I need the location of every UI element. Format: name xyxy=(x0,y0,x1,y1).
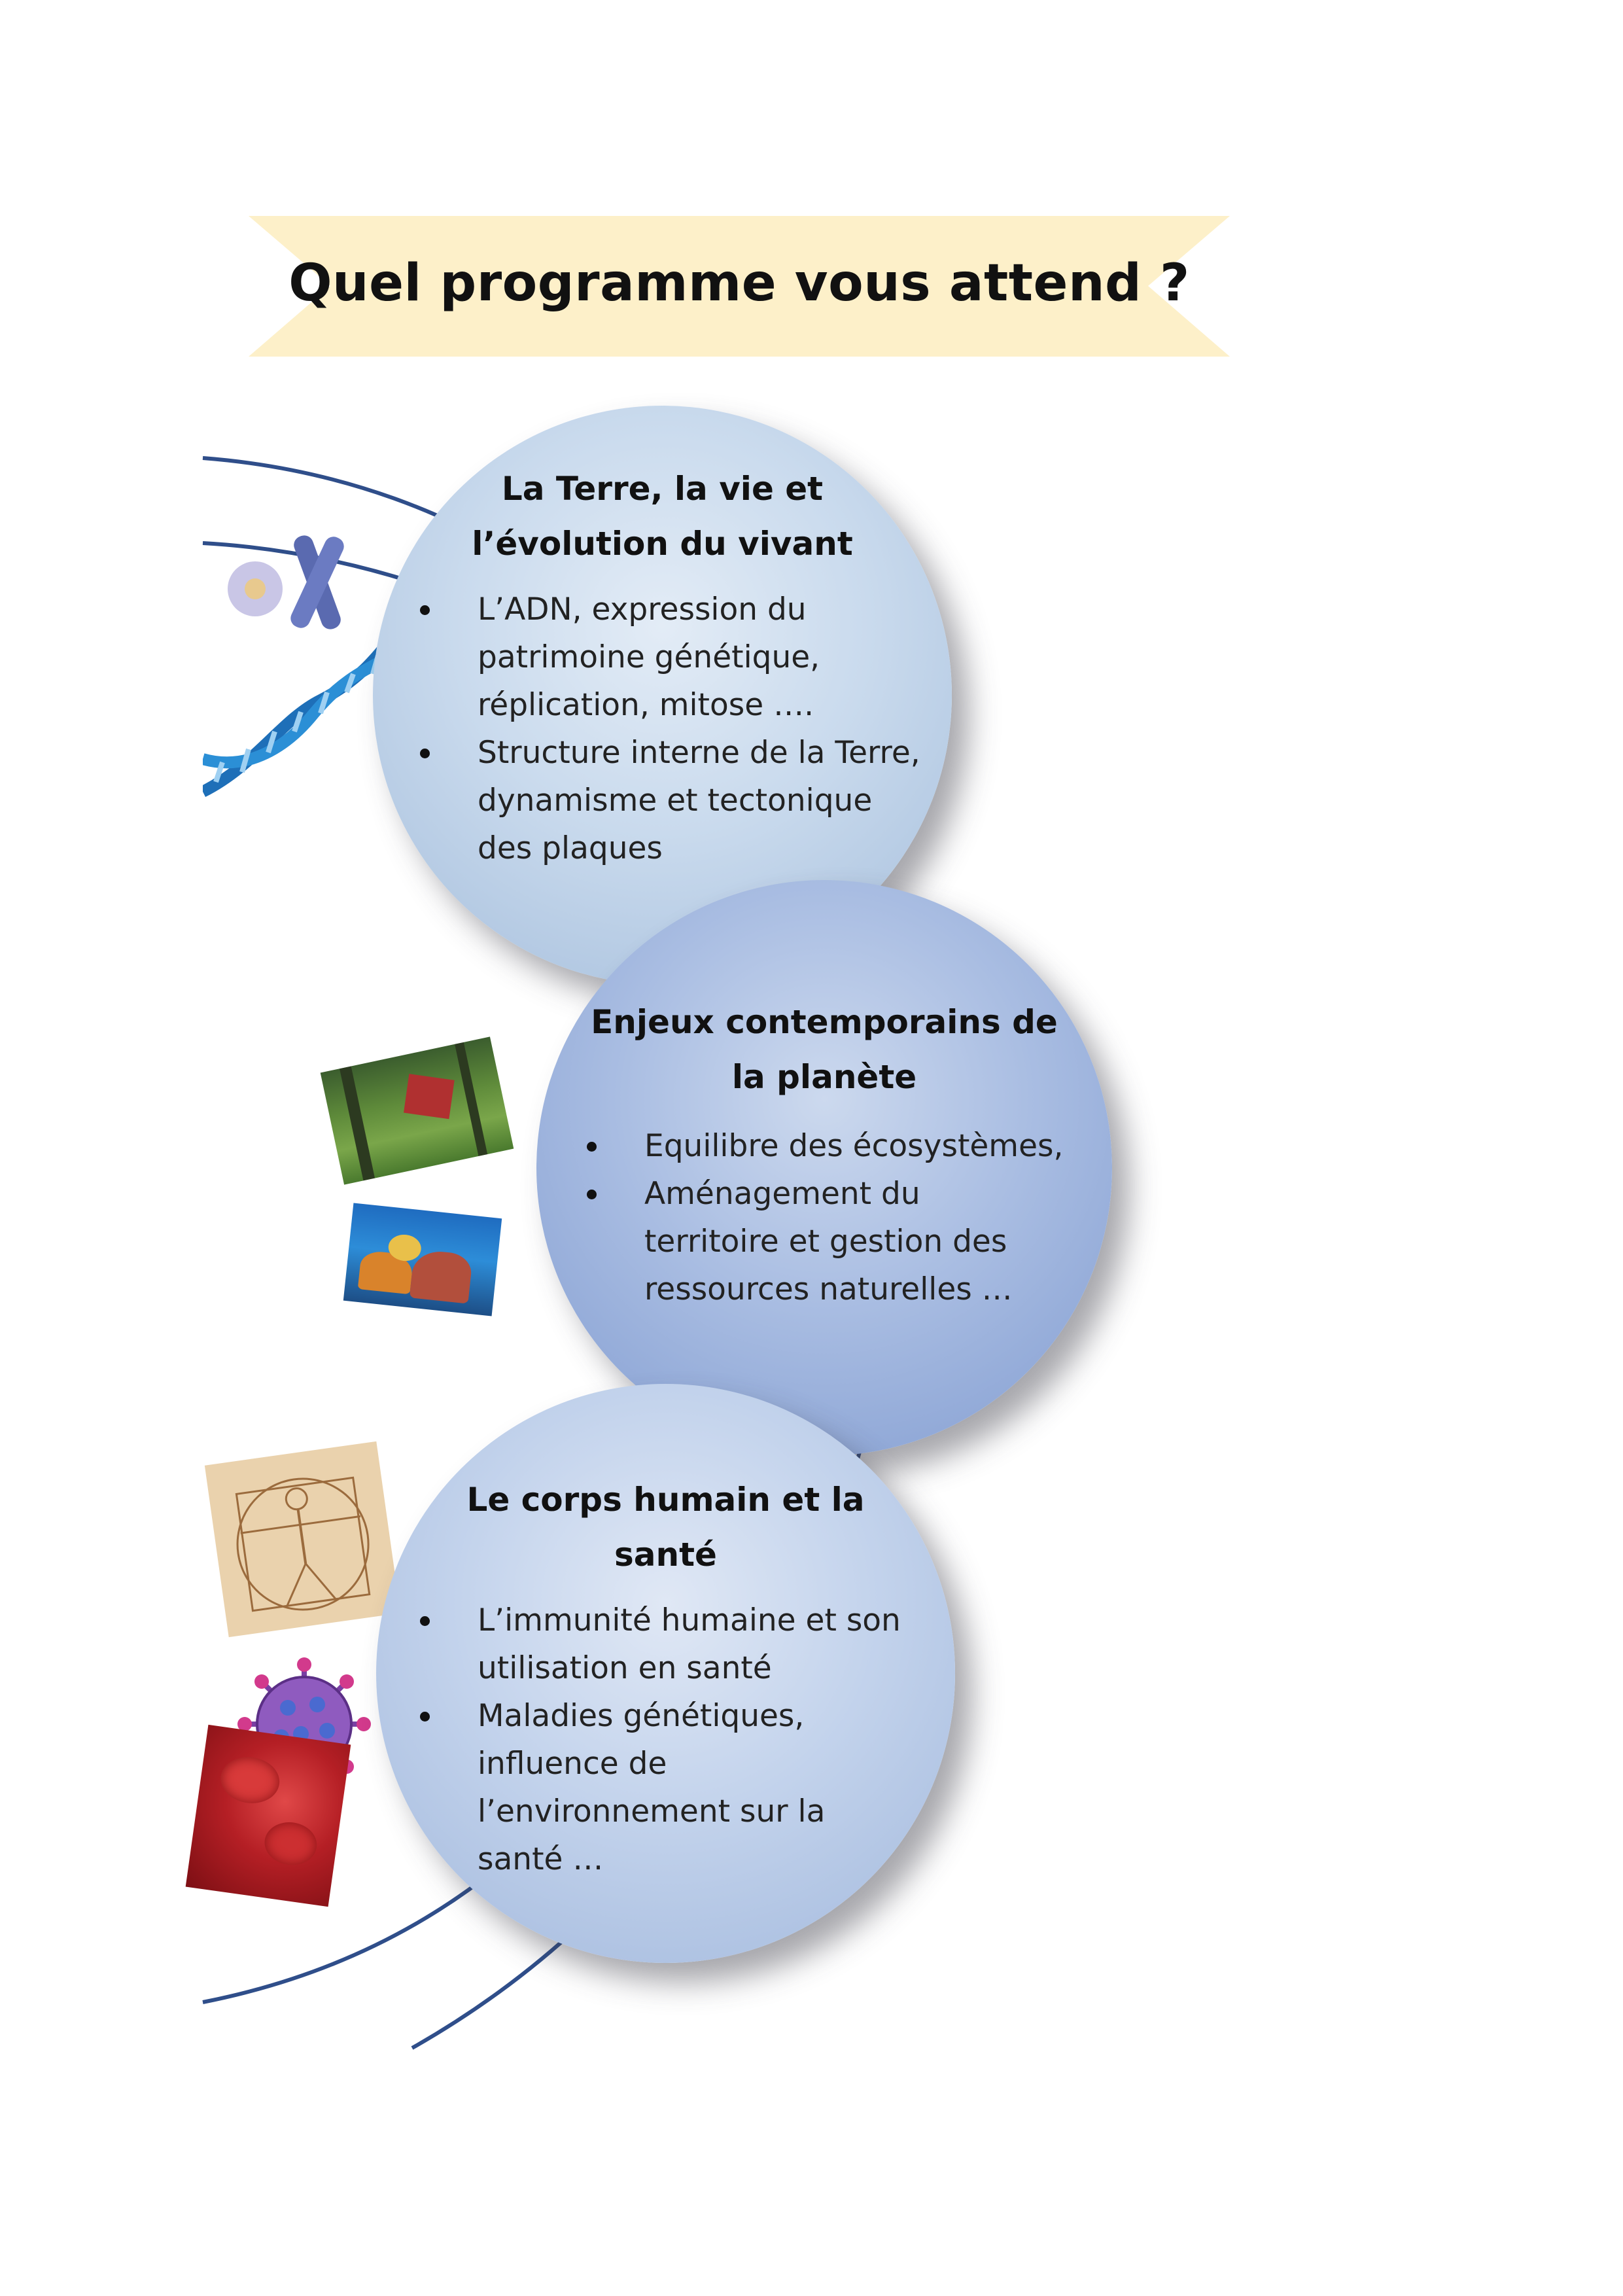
bullet-line: santé … xyxy=(478,1841,604,1877)
vitruvian-man-drawing xyxy=(205,1441,400,1637)
bullet-line: influence de xyxy=(478,1746,667,1782)
bullet-line: Maladies génétiques, xyxy=(478,1698,805,1734)
section-bullet-list xyxy=(419,1597,901,1883)
section-title xyxy=(376,1472,955,1582)
bullet-line: dynamisme et tectonique xyxy=(478,783,873,819)
forest-photo-tree xyxy=(340,1066,375,1180)
bullet-line: ressources naturelles … xyxy=(644,1271,1013,1307)
bullet-line: utilisation en santé xyxy=(478,1650,772,1686)
bullet-line: Structure interne de la Terre, xyxy=(478,735,920,771)
section-bullet-list xyxy=(419,586,920,872)
bullet-item xyxy=(419,729,920,872)
bullet-line: des plaques xyxy=(478,830,663,866)
section-title-line: Le corps humain et la xyxy=(466,1481,865,1519)
page-title: Quel programme vous attend ? xyxy=(288,254,1190,313)
bullet-item xyxy=(419,586,920,729)
bullet-item xyxy=(585,1170,1063,1313)
bullet-line: Aménagement du xyxy=(644,1176,920,1212)
section-title-line: la planète xyxy=(731,1058,917,1096)
section-title xyxy=(536,995,1112,1104)
bullet-line: réplication, mitose …. xyxy=(478,687,814,723)
bullet-line: L’immunité humaine et son xyxy=(478,1602,901,1638)
coral-shape xyxy=(410,1249,473,1304)
bullet-line: L’ADN, expression du xyxy=(478,592,807,627)
coral-reef-photo xyxy=(343,1203,502,1316)
section-bullet-list xyxy=(585,1122,1063,1313)
bullet-line: territoire et gestion des xyxy=(644,1224,1007,1260)
section-title-line: Enjeux contemporains de xyxy=(591,1003,1058,1041)
section-title-line: santé xyxy=(614,1536,717,1574)
section-title xyxy=(373,461,952,571)
section-title-line: La Terre, la vie et xyxy=(501,470,824,508)
blood-cell-shape xyxy=(262,1819,319,1869)
bullet-line: l’environnement sur la xyxy=(478,1793,826,1829)
bullet-item xyxy=(419,1692,901,1883)
section-bubble-planet-issues xyxy=(536,880,1112,1456)
forest-photo-tree xyxy=(455,1042,487,1156)
section-title-line: l’évolution du vivant xyxy=(472,525,853,563)
blood-cell-shape xyxy=(218,1754,283,1807)
vitruvian-man-icon xyxy=(205,1441,400,1637)
bullet-line: Equilibre des écosystèmes, xyxy=(644,1128,1064,1164)
bullet-item xyxy=(419,1597,901,1692)
forest-photo-detail xyxy=(404,1074,455,1119)
bullet-line: patrimoine génétique, xyxy=(478,639,820,675)
section-bubble-body-health xyxy=(376,1384,955,1963)
red-blood-cells-photo xyxy=(186,1725,351,1907)
bullet-item xyxy=(585,1122,1063,1170)
